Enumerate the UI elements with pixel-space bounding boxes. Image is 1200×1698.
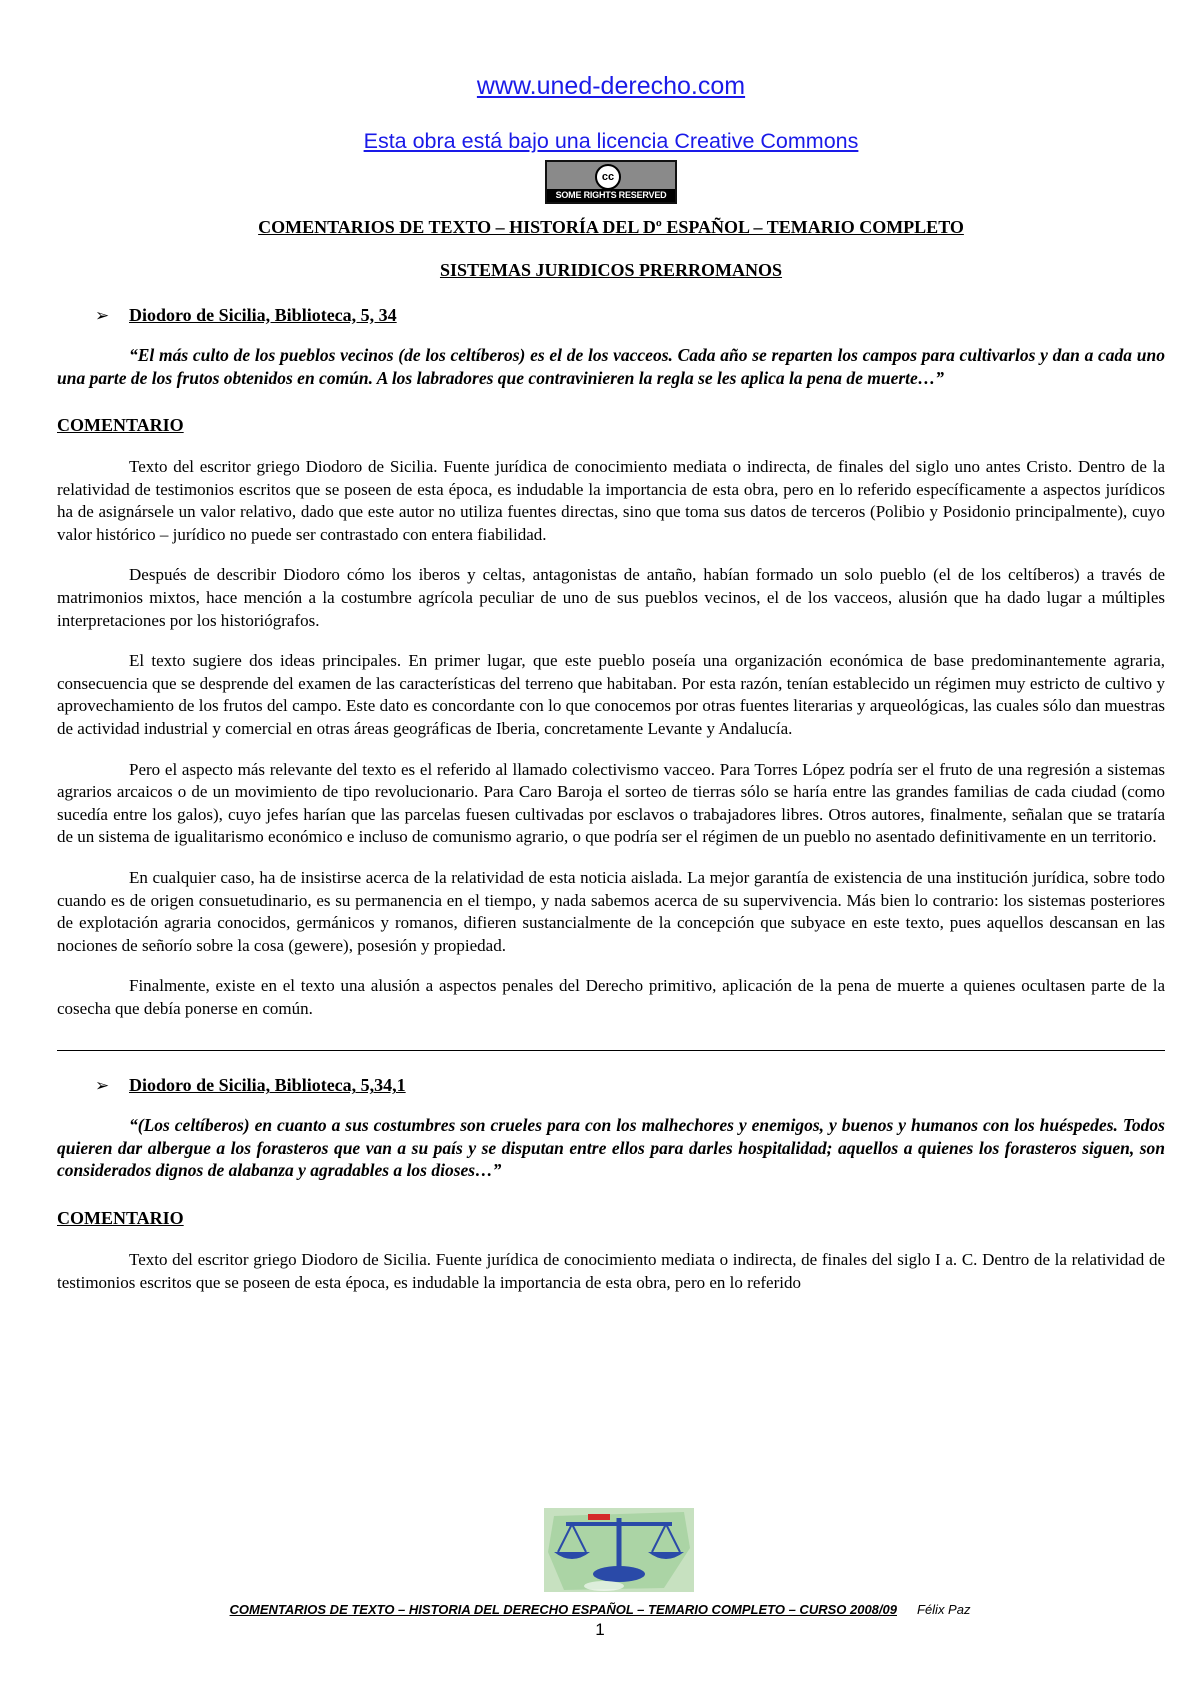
comment-paragraph: Texto del escritor griego Diodoro de Sicilia. Fuente jurídica de conocimiento mediata o indirecta, de finales del siglo uno antes Cristo. Dentro de la relatividad de testimonios escritos que se poseen de esta época, es indudable la importancia de esta obra, pero en lo referido específicamente a aspectos jurídicos ha de asignársele un valor relativo, dado que este autor no utiliza fuentes directas, sino que toma sus datos de terceros (Polibio y Posidonio principalmente), cuyo valor histórico – jurídico no puede ser contrastado con entera fiabilidad.	[57, 457, 1165, 544]
comment-paragraph: Texto del escritor griego Diodoro de Sicilia. Fuente jurídica de conocimiento mediata o indirecta, de finales del siglo I a. C. Dentro de la relatividad de testimonios escritos que se poseen de esta época, es indudable la importancia de esta obra, pero en lo referido	[57, 1249, 1165, 1292]
section-title: SISTEMAS JURIDICOS PRERROMANOS	[439, 260, 783, 280]
footer-text: COMENTARIOS DE TEXTO – HISTORIA DEL DERECHO ESPAÑOL – TEMARIO COMPLETO – CURSO 2008/09	[229, 1602, 897, 1617]
page-footer	[0, 1602, 1200, 1617]
source-heading	[57, 305, 1165, 326]
section-divider	[57, 1050, 1165, 1051]
arrow-bullet-icon: ➢	[95, 306, 110, 326]
comment-paragraph: Después de describir Diodoro cómo los iberos y celtas, antagonistas de antaño, habían formado un solo pueblo (el de los celtíberos) a través de matrimonios mixtos, hace mención a la costumbre agrícola peculiar de uno de sus pueblos vecinos, el de los vacceos, alusión que ha dado lugar a múltiples interpretaciones por los historiógrafos.	[57, 565, 1165, 630]
page-number: 1	[595, 1620, 605, 1639]
document-title: COMENTARIOS DE TEXTO – HISTORÍA DEL Dº ESPAÑOL – TEMARIO COMPLETO	[258, 217, 964, 237]
source-title: Diodoro de Sicilia, Biblioteca, 5,34,1	[129, 1075, 406, 1096]
license-link[interactable]: Esta obra está bajo una licencia Creative Commons	[363, 129, 859, 153]
comment-heading: COMENTARIO	[57, 415, 184, 435]
arrow-bullet-icon: ➢	[95, 1076, 110, 1097]
footer-author: Félix Paz	[917, 1602, 971, 1617]
comment-paragraph: En cualquier caso, ha de insistirse acerca de la relatividad de esta noticia aislada. La mejor garantía de existencia de una institución jurídica, sobre todo cuando es de origen consuetudinario, es su permanencia en el tiempo, y nada sabemos acerca de su supervivencia. Más bien lo contrario: los sistemas posteriores de explotación agraria conocidos, germánicos y romanos, difieren sustancialmente de la concepción que subyace en este texto, pues aquellos descansan en las nociones de señorío sobre la cosa (gewere), posesión y propiedad.	[57, 867, 1165, 955]
comment-paragraph: Pero el aspecto más relevante del texto es el referido al llamado colectivismo vacceo. Para Torres López podría ser el fruto de una regresión a sistemas agrarios arcaicos o de un movimiento de tipo revolucionario. Para Caro Baroja el sorteo de tierras sólo se haría entre las grandes familias de cada ciudad (como sucedía entre los galos), cuyo jefes harían que las parcelas fuesen cultivadas por esclavos o trabajadores libres. Otros autores, finalmente, señalan que se trataría de un sistema de igualitarismo económico e incluso de comunismo agrario, o que podría ser el régimen de un pueblo no asentado definitivamente en un territorio.	[57, 759, 1165, 847]
document-page	[57, 0, 1165, 1294]
scales-of-justice-logo	[544, 1508, 694, 1592]
cc-badge-text: SOME RIGHTS RESERVED	[547, 189, 675, 202]
creative-commons-badge[interactable]	[545, 160, 677, 204]
comment-heading: COMENTARIO	[57, 1207, 184, 1228]
source-quote: “El más culto de los pueblos vecinos (de los celtíberos) es el de los vacceos. Cada año se reparten los campos para cultivarlos y dan a cada uno una parte de los frutos obtenidos en común. A los labradores que contravinieren la regla se les aplica la pena de muerte…”	[57, 345, 1165, 388]
cc-icon: cc	[595, 164, 621, 190]
comment-paragraph: Finalmente, existe en el texto una alusión a aspectos penales del Derecho primitivo, aplicación de la pena de muerte a quienes ocultasen parte de la cosecha que debía ponerse en común.	[57, 976, 1165, 1018]
source-quote: “(Los celtíberos) en cuanto a sus costumbres son crueles para con los malhechores y enemigos, y buenos y humanos con los huéspedes. Todos quieren dar albergue a los forasteros que van a su país y se disputan entre ellos para darles hospitalidad; aquellos a quienes los forasteros siguen, son considerados dignos de alabanza y agradables a los dioses…”	[57, 1115, 1165, 1181]
site-link[interactable]: www.uned-derecho.com	[476, 72, 746, 100]
source-heading	[57, 1075, 1165, 1096]
comment-paragraph: El texto sugiere dos ideas principales. En primer lugar, que este pueblo poseía una organización económica de base predominantemente agraria, consecuencia que se desprende del examen de las características del terreno que habitaban. Por esta razón, tenían establecido un régimen muy estricto de cultivo y aprovechamiento de los frutos del campo. Este dato es concordante con lo que conocemos por otras fuentes literarias y arqueológicas, las cuales sólo dan muestras de actividad industrial y comercial en otras áreas geográficas de Iberia, concretamente Levante y Andalucía.	[57, 651, 1165, 738]
source-title: Diodoro de Sicilia, Biblioteca, 5, 34	[129, 305, 397, 325]
